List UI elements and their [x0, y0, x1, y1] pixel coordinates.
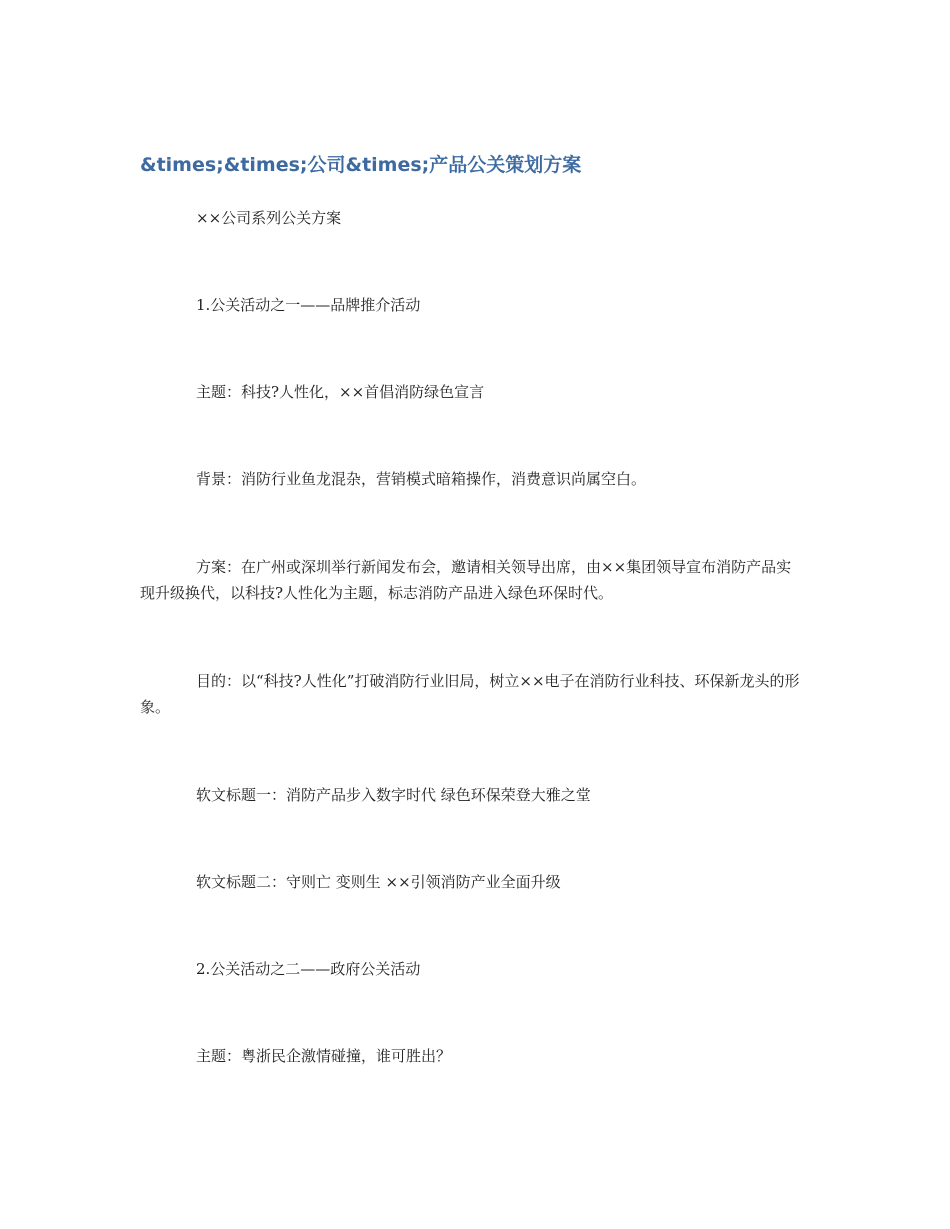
paragraph-series-heading: ××公司系列公关方案 [196, 209, 342, 227]
paragraph-purpose: 目的：以“科技?人性化”打破消防行业旧局，树立××电子在消防行业科技、环保新龙头的形象。 [140, 672, 800, 716]
document-title: &times;&times;公司&times;产品公关策划方案 [140, 154, 582, 176]
paragraph-soft-article-title-two: 软文标题二：守则亡 变则生 ××引领消防产业全面升级 [196, 873, 561, 891]
paragraph-theme-two: 主题：粤浙民企激情碰撞，谁可胜出？ [196, 1047, 452, 1065]
paragraph-theme-one: 主题：科技?人性化，××首倡消防绿色宣言 [196, 383, 485, 401]
paragraph-plan: 方案：在广州或深圳举行新闻发布会，邀请相关领导出席，由××集团领导宣布消防产品实现升级换代，以科技?人性化为主题，标志消防产品进入绿色环保时代。 [140, 558, 792, 602]
paragraph-soft-article-title-one: 软文标题一：消防产品步入数字时代 绿色环保荣登大雅之堂 [196, 786, 591, 804]
paragraph-background: 背景：消防行业鱼龙混杂，营销模式暗箱操作，消费意识尚属空白。 [196, 470, 647, 488]
paragraph-activity-two-heading: 2.公关活动之二——政府公关活动 [196, 960, 421, 978]
paragraph-activity-one-heading: 1.公关活动之一——品牌推介活动 [196, 296, 421, 314]
